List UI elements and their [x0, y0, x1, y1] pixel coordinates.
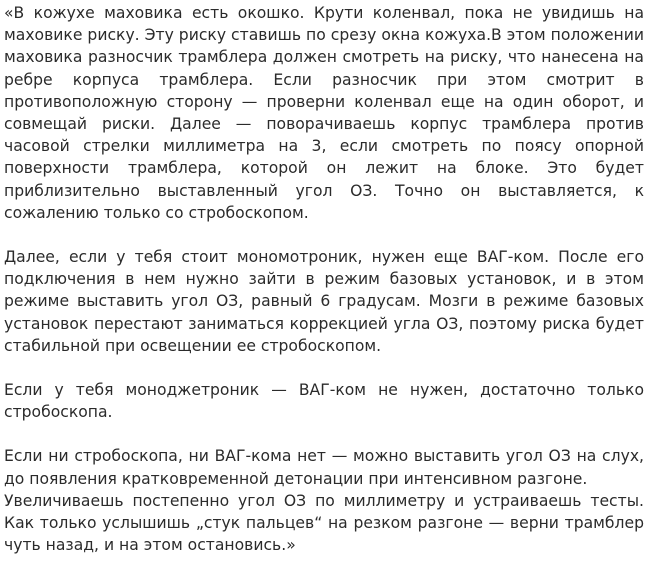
paragraph-by-ear: Если ни стробоскопа, ни ВАГ-кома нет — можно выставить угол ОЗ на слух, до появления кратковременной детонации при интенсивном разгоне.	[4, 447, 644, 488]
paragraph-monojetronic: Если у тебя моноджетроник — ВАГ-ком не нужен, достаточно только стробоскопа.	[4, 381, 644, 422]
paragraph-timing-by-marks: «В кожухе маховика есть окошко. Крути коленвал, пока не увидишь на маховике риску. Эту риску ставишь по срезу окна кожуха.В этом положении маховика разносчик трамблера должен смотреть на риску, что нанесена на ребре корпуса трамблера. Если разносчик при этом смотрит в противоположную сторону — проверни коленвал еще на один оборот, и совмещай риски. Далее — поворачиваешь корпус трамблера против часовой стрелки миллиметра на 3, если смотреть по поясу опорной поверхности трамблера, которой он лежит на блоке. Это будет приблизительно выставленный угол ОЗ. Точно он выставляется, к сожалению только со стробоскопом.	[4, 4, 644, 222]
paragraph-adjust-tests: Увеличиваешь постепенно угол ОЗ по миллиметру и устраиваешь тесты. Как только услышишь „стук пальцев“ на резком разгоне — верни трамблер чуть назад, и на этом остановись.»	[4, 491, 644, 555]
paragraph-monomotronic: Далее, если у тебя стоит мономотроник, нужен еще ВАГ-ком. После его подключения в нем нужно зайти в режим базовых установок, и в этом режиме выставить угол ОЗ, равный 6 градусам. Мозги в режиме базовых установок перестают заниматься коррекцией угла ОЗ, поэтому риска будет стабильной при освещении ее стробоскопом.	[4, 248, 644, 355]
article-text	[4, 2, 644, 556]
